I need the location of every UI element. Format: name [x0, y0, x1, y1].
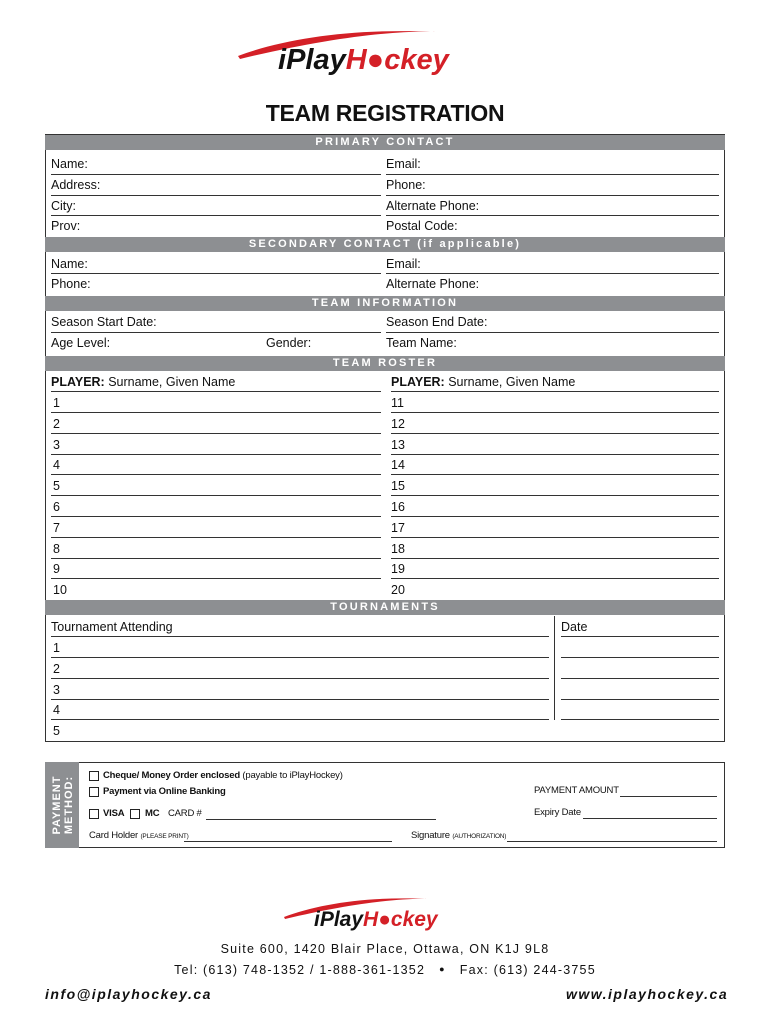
age-level-label: Age Level:	[51, 336, 111, 350]
roster-entry-line[interactable]	[51, 433, 381, 434]
roster-number: 10	[53, 583, 67, 597]
primary-postal-label: Postal Code:	[386, 219, 458, 233]
primary-phone-line[interactable]	[386, 195, 719, 196]
player-label: PLAYER:	[51, 375, 105, 389]
primary-name-line[interactable]	[51, 174, 381, 175]
roster-entry-line[interactable]	[51, 558, 381, 559]
footer-email-link[interactable]: info@iplayhockey.ca	[45, 986, 212, 1002]
logo-i: i	[278, 44, 287, 76]
section-tournaments: TOURNAMENTS	[45, 600, 725, 615]
logo-i: i	[314, 908, 320, 931]
mc-checkbox[interactable]	[130, 809, 140, 819]
roster-number: 6	[53, 500, 60, 514]
expiry-date-label: Expiry Date	[534, 807, 581, 818]
section-team-information: TEAM INFORMATION	[45, 296, 725, 311]
tournament-number: 5	[53, 724, 60, 738]
roster-entry-line[interactable]	[391, 433, 719, 434]
online-banking-checkbox[interactable]	[89, 787, 99, 797]
signature-line[interactable]	[507, 841, 717, 842]
roster-number: 13	[391, 438, 405, 452]
logo-play: Play	[319, 908, 364, 931]
tournament-column-divider	[554, 616, 555, 720]
roster-entry-line[interactable]	[51, 495, 381, 496]
brand-logo-top	[236, 26, 498, 82]
visa-checkbox[interactable]	[89, 809, 99, 819]
footer-fax: Fax: (613) 244-3755	[459, 963, 596, 977]
payment-side-label-2: METHOD:	[63, 775, 75, 835]
roster-number: 19	[391, 562, 405, 576]
roster-number: 14	[391, 458, 405, 472]
season-end-line[interactable]	[386, 332, 719, 333]
section-secondary-contact: SECONDARY CONTACT (if applicable)	[45, 237, 725, 252]
roster-number: 9	[53, 562, 60, 576]
roster-entry-line[interactable]	[391, 578, 719, 579]
logo-play: Play	[286, 44, 346, 76]
secondary-name-line[interactable]	[51, 273, 381, 274]
card-holder-line[interactable]	[184, 841, 392, 842]
tournament-number: 3	[53, 683, 60, 697]
payment-method-sidebar	[45, 762, 79, 848]
primary-phone-label: Phone:	[386, 178, 426, 192]
roster-header-line-left	[51, 391, 381, 392]
visa-label: VISA	[103, 808, 125, 819]
primary-city-label: City:	[51, 199, 76, 213]
roster-entry-line[interactable]	[51, 454, 381, 455]
cheque-note: (payable to iPlayHockey)	[242, 770, 343, 781]
primary-address-label: Address:	[51, 178, 101, 192]
section-primary-contact: PRIMARY CONTACT	[45, 135, 725, 150]
roster-number: 20	[391, 583, 405, 597]
footer-address: Suite 600, 1420 Blair Place, Ottawa, ON K1J 9L8	[220, 942, 550, 956]
roster-entry-line[interactable]	[391, 474, 719, 475]
roster-number: 5	[53, 479, 60, 493]
roster-number: 18	[391, 542, 405, 556]
season-start-label: Season Start Date:	[51, 315, 157, 329]
tournament-header-line	[51, 636, 549, 637]
tournament-entry-line[interactable]	[51, 719, 549, 720]
primary-email-label: Email:	[386, 157, 421, 171]
roster-header-line-right	[391, 391, 719, 392]
season-start-line[interactable]	[51, 332, 381, 333]
mc-label: MC	[145, 808, 160, 819]
section-team-roster: TEAM ROSTER	[45, 356, 725, 371]
tournament-attending-label: Tournament Attending	[51, 620, 173, 634]
expiry-date-line[interactable]	[583, 818, 717, 819]
roster-right-header	[391, 375, 575, 389]
roster-number: 11	[391, 396, 404, 410]
roster-number: 1	[53, 396, 60, 410]
page-title: TEAM REGISTRATION	[265, 100, 505, 126]
roster-entry-line[interactable]	[391, 558, 719, 559]
gender-label: Gender:	[266, 336, 312, 350]
secondary-email-line[interactable]	[386, 273, 719, 274]
tournament-date-label: Date	[561, 620, 588, 634]
roster-number: 7	[53, 521, 60, 535]
online-banking-label: Payment via Online Banking	[103, 786, 226, 797]
signature-label: Signature	[411, 830, 450, 841]
tournament-entry-line[interactable]	[51, 678, 549, 679]
logo-hockey: H●ckey	[363, 908, 438, 931]
roster-entry-line[interactable]	[51, 412, 381, 413]
roster-entry-line[interactable]	[51, 578, 381, 579]
roster-number: 8	[53, 542, 60, 556]
payment-amount-label: PAYMENT AMOUNT	[534, 785, 619, 796]
card-holder-note: (PLEASE PRINT)	[140, 833, 189, 840]
roster-number: 3	[53, 438, 60, 452]
tournament-entry-line[interactable]	[51, 699, 549, 700]
roster-entry-line[interactable]	[51, 537, 381, 538]
footer-contact-line	[0, 963, 770, 977]
tournament-number: 2	[53, 662, 60, 676]
roster-entry-line[interactable]	[51, 474, 381, 475]
tournament-number: 1	[53, 641, 60, 655]
roster-entry-line[interactable]	[391, 454, 719, 455]
player-hint: Surname, Given Name	[108, 375, 236, 389]
roster-entry-line[interactable]	[391, 516, 719, 517]
payment-side-label-1: PAYMENT	[51, 775, 63, 835]
primary-alt-phone-line[interactable]	[386, 215, 719, 216]
cheque-checkbox[interactable]	[89, 771, 99, 781]
tournament-entry-line[interactable]	[51, 657, 549, 658]
primary-city-line[interactable]	[51, 215, 381, 216]
player-hint: Surname, Given Name	[448, 375, 576, 389]
primary-email-line[interactable]	[386, 174, 719, 175]
roster-entry-line[interactable]	[51, 516, 381, 517]
primary-name-label: Name:	[51, 157, 88, 171]
tournament-date-line[interactable]	[561, 657, 719, 658]
roster-left-header	[51, 375, 235, 389]
form-frame	[45, 134, 725, 742]
footer-web-link[interactable]: www.iplayhockey.ca	[566, 986, 729, 1002]
brand-logo-bottom	[282, 895, 472, 937]
roster-number: 4	[53, 458, 60, 472]
signature-note: (AUTHORIZATION)	[452, 833, 507, 840]
roster-entry-line[interactable]	[391, 495, 719, 496]
secondary-name-label: Name:	[51, 257, 88, 271]
secondary-phone-label: Phone:	[51, 277, 91, 291]
roster-number: 16	[391, 500, 405, 514]
cheque-label: Cheque/ Money Order enclosed	[103, 770, 240, 781]
primary-address-line[interactable]	[51, 195, 381, 196]
primary-alt-phone-label: Alternate Phone:	[386, 199, 480, 213]
roster-number: 17	[391, 521, 405, 535]
tournament-number: 4	[53, 703, 60, 717]
tournament-date-line[interactable]	[561, 699, 719, 700]
roster-entry-line[interactable]	[391, 537, 719, 538]
roster-number: 2	[53, 417, 60, 431]
card-number-line[interactable]	[206, 819, 436, 820]
tournament-date-header-line	[561, 636, 719, 637]
secondary-alt-phone-label: Alternate Phone:	[386, 277, 480, 291]
bullet-icon: ●	[439, 964, 446, 974]
player-label: PLAYER:	[391, 375, 445, 389]
tournament-date-line[interactable]	[561, 678, 719, 679]
team-name-label: Team Name:	[386, 336, 457, 350]
secondary-email-label: Email:	[386, 257, 421, 271]
roster-number: 12	[391, 417, 405, 431]
footer-tel: Tel: (613) 748-1352 / 1-888-361-1352	[174, 963, 426, 977]
primary-prov-label: Prov:	[51, 219, 81, 233]
roster-number: 15	[391, 479, 405, 493]
card-number-label: CARD #	[168, 808, 202, 819]
card-holder-label: Card Holder	[89, 830, 139, 841]
payment-amount-line[interactable]	[620, 796, 717, 797]
roster-entry-line[interactable]	[391, 412, 719, 413]
season-end-label: Season End Date:	[386, 315, 488, 329]
logo-hockey: H●ckey	[345, 44, 449, 76]
tournament-date-line[interactable]	[561, 719, 719, 720]
